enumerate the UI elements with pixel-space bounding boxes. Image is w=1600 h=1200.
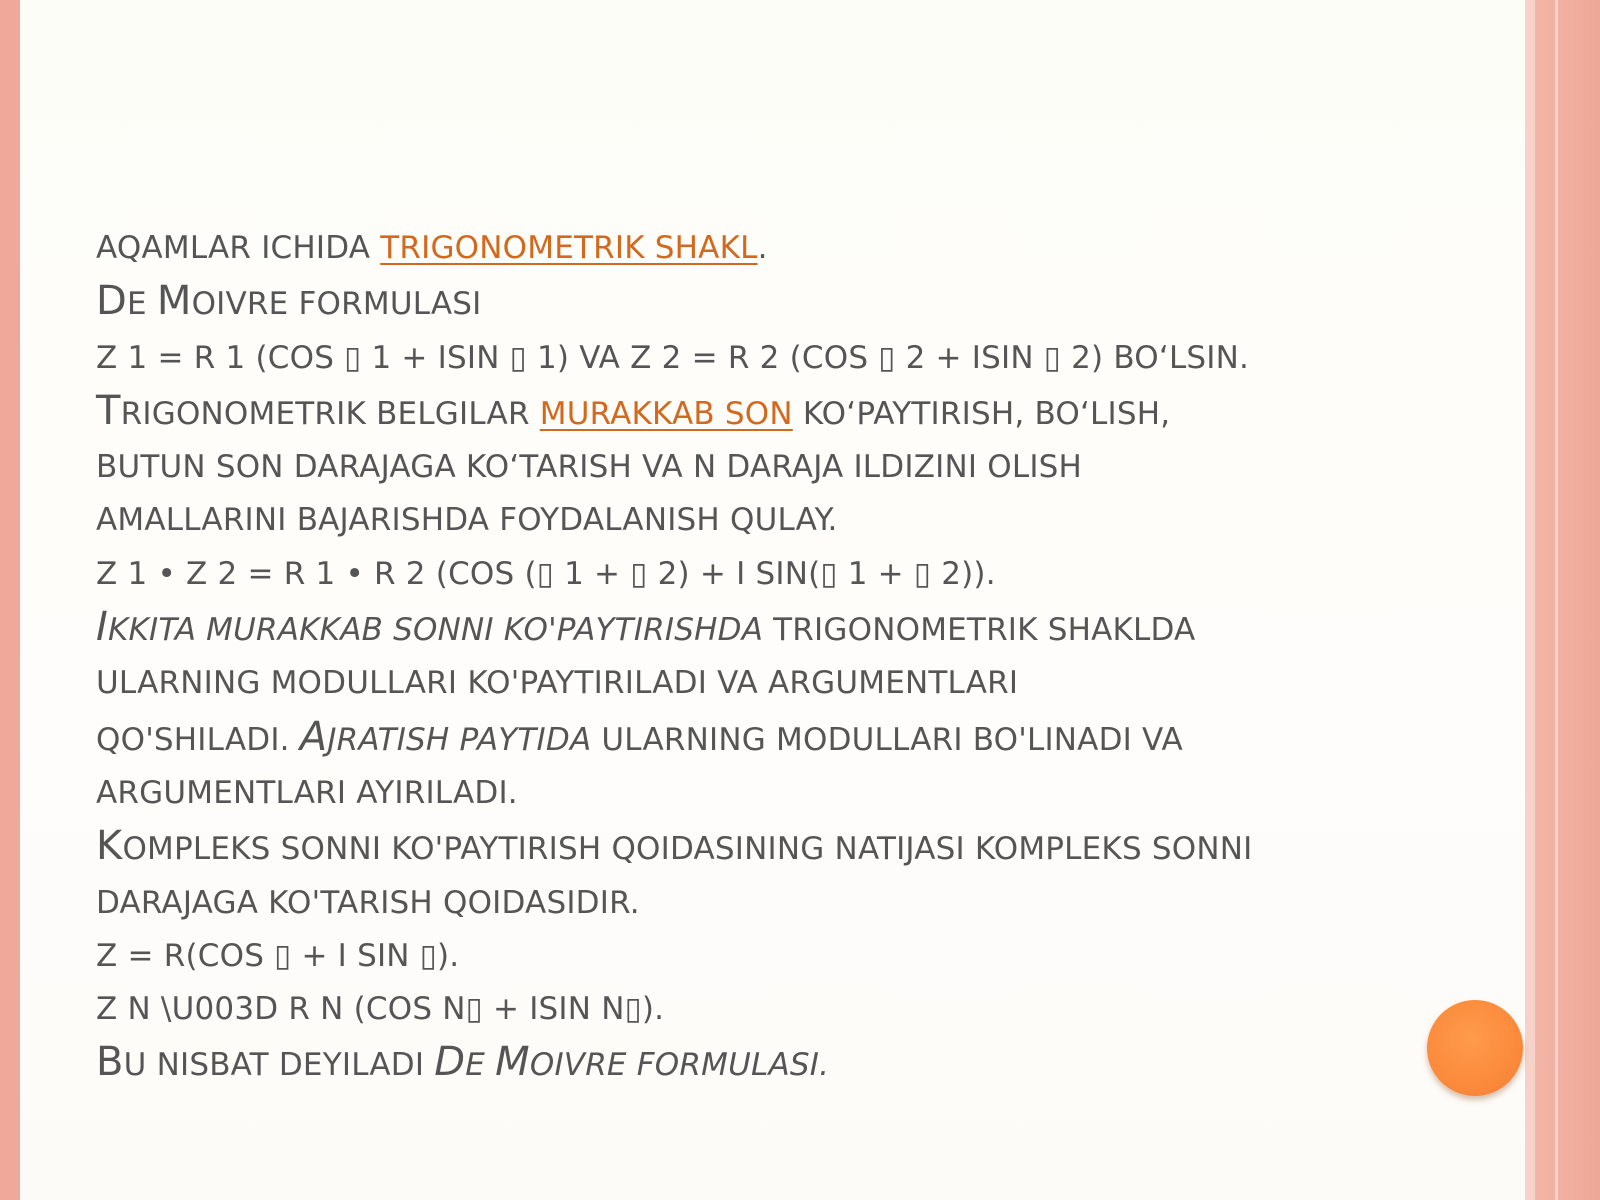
line-text: E (127, 286, 157, 323)
small-caps-initial: K (96, 823, 123, 870)
formula-z: Z = R(COS ▯ + I SIN ▯). (96, 937, 460, 974)
line-text: AQAMLAR ICHIDA (96, 230, 381, 266)
small-caps-initial: D (434, 1039, 466, 1086)
italic-text: OIVRE FORMULASI. (529, 1047, 830, 1084)
line-text: OIVRE FORMULASI (191, 286, 482, 323)
small-caps-initial: D (96, 278, 128, 325)
text-line-10 (96, 711, 1396, 767)
text-line-6: AMALLARINI BAJARISHDA FOYDALANISH QULAY. (96, 502, 838, 539)
link-murakkab-son[interactable]: MURAKKAB SON (539, 395, 793, 432)
small-caps-initial: M (495, 1039, 530, 1086)
line-text: QO'SHILADI. (96, 721, 300, 758)
text-line-9: ULARNING MODULLARI KO'PAYTIRILADI VA ARGUMENTLARI (96, 665, 1019, 702)
orange-circle-decoration (1427, 1000, 1523, 1096)
italic-text: KKITA MURAKKAB SONNI KO'PAYTIRISHDA (108, 612, 764, 649)
formula-z1-z2: Z 1 = R 1 (COS ▯ 1 + ISIN ▯ 1) VA Z 2 = R 2 (COS ▯ 2 + ISIN ▯ 2) BO‘LSIN. (96, 339, 1250, 376)
formula-z-power-n: Z N \U003D R N (COS N▯ + ISIN N▯). (96, 991, 665, 1028)
right-decorative-strip-light (1525, 0, 1535, 1200)
left-decorative-bar (0, 0, 20, 1200)
slide-body-text (96, 222, 1396, 1093)
line-text: U NISBAT DEYILADI (123, 1047, 435, 1084)
line-text: TRIGONOMETRIK SHAKLDA (763, 612, 1196, 649)
small-caps-initial: B (96, 1039, 124, 1086)
formula-product: Z 1 • Z 2 = R 1 • R 2 (COS (▯ 1 + ▯ 2) + I SIN(▯ 1 + ▯ 2)). (96, 555, 996, 592)
text-line-11: ARGUMENTLARI AYIRILADI. (96, 774, 518, 811)
italic-text: E (465, 1047, 496, 1084)
link-trigonometrik-shakl[interactable]: TRIGONOMETRIK SHAKL (380, 230, 758, 266)
right-decorative-strip (1535, 0, 1600, 1200)
small-caps-initial: A (299, 713, 328, 760)
small-caps-initial: T (96, 387, 121, 434)
text-line-8 (96, 601, 1396, 657)
text-line-16 (96, 1036, 1396, 1092)
text-line-1 (96, 222, 1396, 275)
small-caps-initial: M (156, 278, 192, 325)
italic-text: JRATISH PAYTIDA (327, 721, 592, 758)
text-line-13: DARAJAGA KO'TARISH QOIDASIDIR. (96, 884, 640, 921)
line-text: OMPLEKS SONNI KO'PAYTIRISH QOIDASINING NATIJASI KOMPLEKS SONNI (122, 831, 1253, 868)
small-caps-initial: I (96, 604, 108, 651)
text-line-5: BUTUN SON DARAJAGA KO‘TARISH VA N DARAJA ILDIZINI OLISH (96, 449, 1083, 486)
line-text: . (757, 230, 768, 266)
line-text: RIGONOMETRIK BELGILAR (120, 395, 540, 432)
line-text: ULARNING MODULLARI BO'LINADI VA (591, 721, 1183, 758)
heading-de-moivre-formulasi (96, 275, 1396, 331)
text-line-12 (96, 820, 1396, 876)
right-decorative-line (1555, 0, 1558, 1200)
line-text: KO‘PAYTIRISH, BO‘LISH, (792, 395, 1171, 432)
text-line-4 (96, 385, 1396, 441)
